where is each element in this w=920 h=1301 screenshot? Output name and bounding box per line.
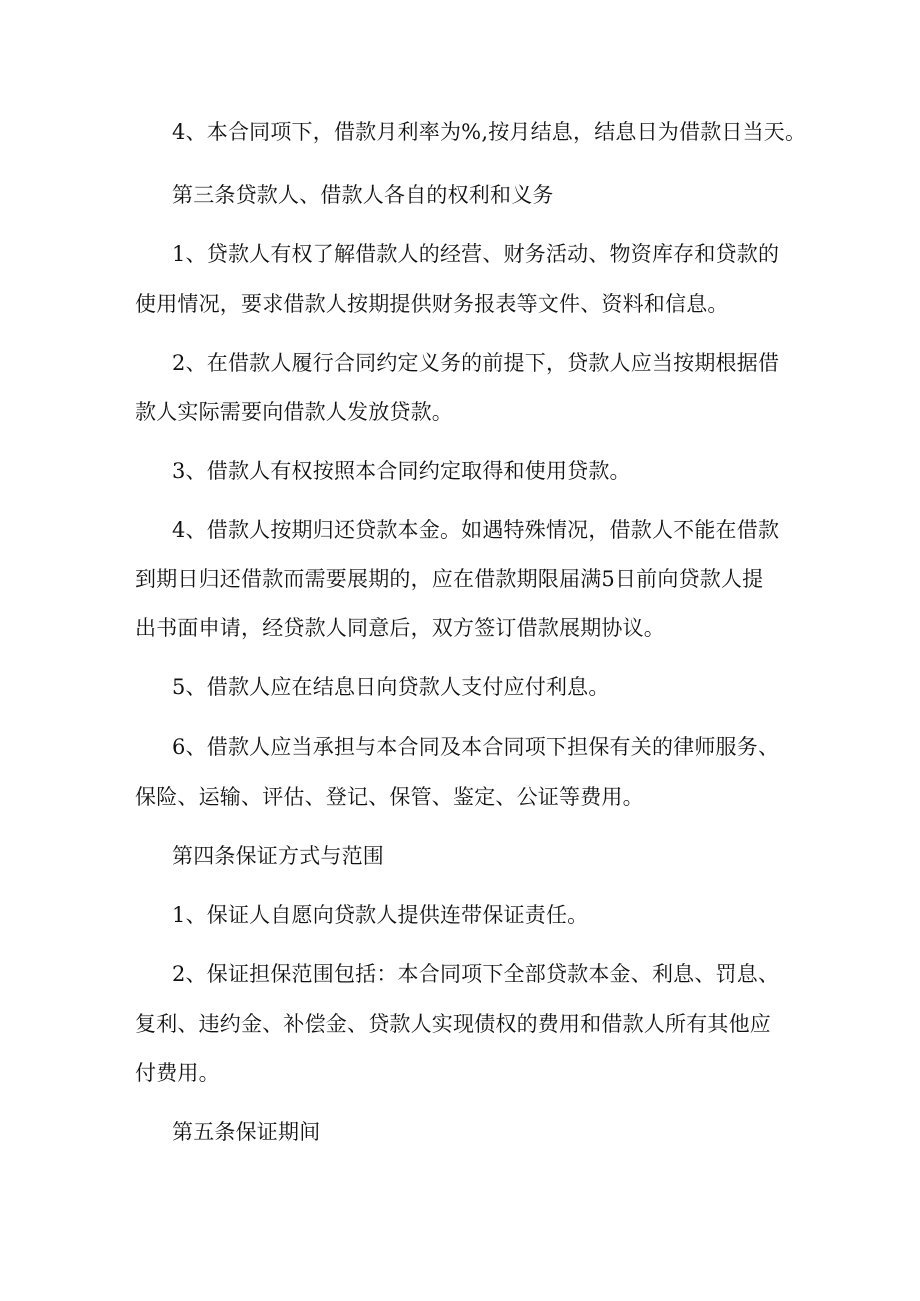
- section-heading: 第五条保证期间: [172, 1120, 321, 1144]
- text-line: 付费用。: [135, 1061, 220, 1085]
- text-line: 3、借款人有权按照本合同约定取得和使用贷款。: [172, 459, 631, 483]
- text-line: 到期日归还借款而需要展期的，应在借款期限届满5日前向贷款人提: [135, 567, 764, 591]
- section-heading: 第三条贷款人、借款人各自的权利和义务: [172, 183, 554, 207]
- section-heading: 第四条保证方式与范围: [172, 844, 384, 868]
- text-line: 保险、运输、评估、登记、保管、鉴定、公证等费用。: [135, 785, 644, 809]
- text-line: 出书面申请，经贷款人同意后，双方签订借款展期协议。: [135, 616, 665, 640]
- text-line: 4、借款人按期归还贷款本金。如遇特殊情况，借款人不能在借款: [172, 518, 780, 542]
- text-line: 4、本合同项下，借款月利率为%,按月结息，结息日为借款日当天。: [172, 120, 807, 144]
- text-line: 1、保证人自愿向贷款人提供连带保证责任。: [172, 903, 589, 927]
- text-line: 2、在借款人履行合同约定义务的前提下，贷款人应当按期根据借: [172, 351, 780, 375]
- text-line: 复利、违约金、补偿金、贷款人实现债权的费用和借款人所有其他应: [135, 1012, 771, 1036]
- text-line: 6、借款人应当承担与本合同及本合同项下担保有关的律师服务、: [172, 735, 780, 759]
- text-line: 款人实际需要向借款人发放贷款。: [135, 400, 453, 424]
- text-line: 使用情况，要求借款人按期提供财务报表等文件、资料和信息。: [135, 292, 729, 316]
- text-line: 1、贷款人有权了解借款人的经营、财务活动、物资库存和贷款的: [172, 242, 780, 266]
- text-line: 5、借款人应在结息日向贷款人支付应付利息。: [172, 675, 610, 699]
- text-line: 2、保证担保范围包括：本合同项下全部贷款本金、利息、罚息、: [172, 962, 780, 986]
